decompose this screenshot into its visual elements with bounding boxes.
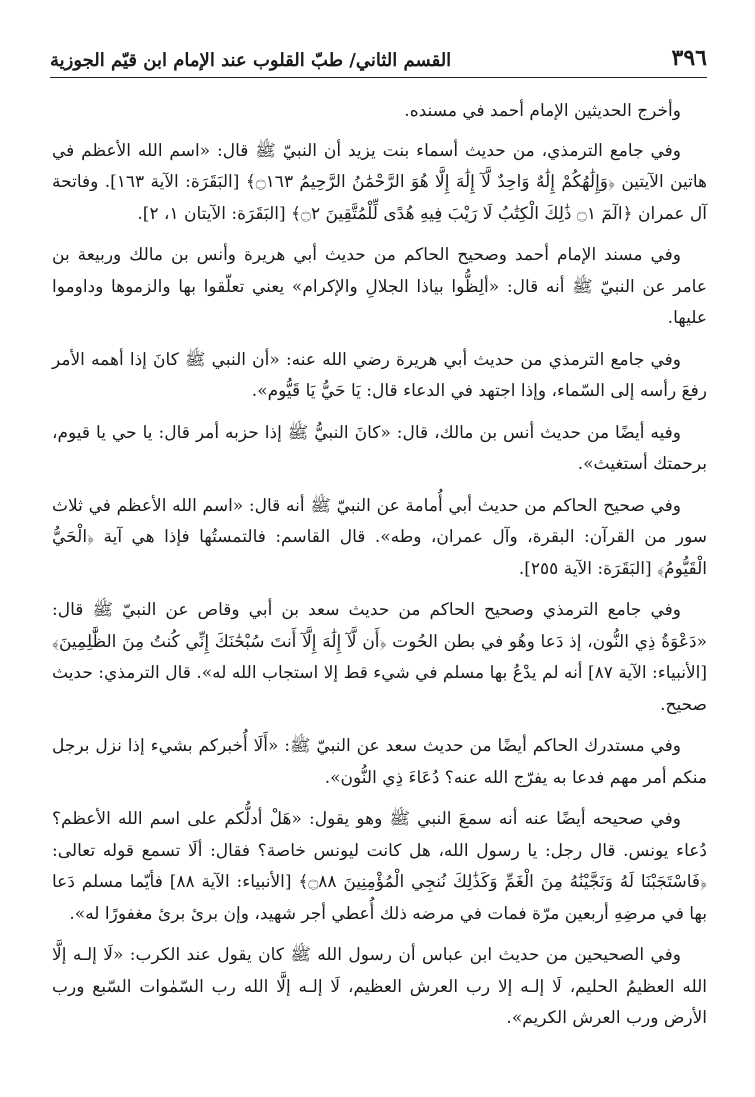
paragraph-10: وفي الصحيحين من حديث ابن عباس أن رسول الله ﷺ كان يقول عند الكرب: «لَا إلـه إلَّا الله العظيمُ الحليم، لَا إلـه إلا رب العرش العظيم، لَا إلـه إلَّا الله رب السّمٰوات السّبع ورب الأرض ورب العرش الكريم».: [52, 945, 707, 1028]
paragraph-8: وفي مستدرك الحاكم أيضًا من حديث سعد عن النبيّ ﷺ: «أَلَا أُخبركم بشيء إذا نزل برجل منكم أمر مهم فدعا به يفرّج الله عنه؟ دُعَاءَ ذِي النُّون».: [52, 736, 707, 788]
page-number: ٣٩٦: [671, 45, 707, 71]
page-body: [52, 96, 707, 1045]
paragraph-4: وفي جامع الترمذي من حديث أبي هريرة رضي الله عنه: «أن النبي ﷺ كانَ إذا أهمه الأمر رفعَ رأسه إلى السّماء، وإذا اجتهد في الدعاء قال: يَا حَيُّ يَا قَيُّوم».: [52, 349, 707, 401]
paragraph-9: وفي صحيحه أيضًا عنه أنه سمعَ النبي ﷺ وهو يقول: «هَلْ أدلُّكم على اسم الله الأعظم؟ دُعاء يونس. قال رجل: يا رسول الله، هل كانت ليونس خاصة؟ فقال: ألَا تسمع قوله تعالى: ﴿فَاسْتَجَبْنَا لَهُ وَنَجَّيْنَٰهُ مِنَ الْغَمِّ وَكَذَٰلِكَ نُنجِي الْمُؤْمِنِينَ ۝٨٨﴾ [الأنبياء: الآية ٨٨] فأيّما مسلم دَعا بها في مرضِهِ أربعين مرّة فمات في مرضه ذلك أُعطي أجر شهيد، وإن برئ برئ مغفورًا له».: [52, 809, 707, 924]
paragraph-3: وفي مسند الإمام أحمد وصحيح الحاكم من حديث أبي هريرة وأنس بن مالك وربيعة بن عامر عن النبيّ ﷺ أنه قال: «ألِظُّوا بياذا الجلالِ والإكرام» يعني تعلّقوا بها والزموها وداوموا عليها.: [52, 245, 707, 328]
paragraph-1: وأخرج الحديثين الإمام أحمد في مسنده.: [404, 101, 681, 121]
paragraph-6: وفي صحيح الحاكم من حديث أبي أُمامة عن النبيّ ﷺ أنه قال: «اسم الله الأعظم في ثلاث سور من القرآن: البقرة، وآل عمران، وطه». قال القاسم: فالتمستُها فإذا هي آية ﴿الْحَيُّ الْقَيُّومُ﴾ [البَقَرَة: الآية ٢٥٥].: [52, 495, 707, 579]
running-title: القسم الثاني/ طبّ القلوب عند الإمام ابن قيّم الجوزية: [50, 50, 452, 71]
page-header: [50, 44, 707, 78]
paragraph-7: وفي جامع الترمذي وصحيح الحاكم من حديث سعد بن أبي وقاص عن النبيّ ﷺ قال: «دَعْوَةُ ذِي النُّون، إذ دَعا وهُو في بطن الحُوت ﴿أَن لَّآ إِلَٰهَ إِلَّآ أَنتَ سُبْحَٰنَكَ إِنِّي كُنتُ مِنَ الظَّٰلِمِينَ﴾ [الأنبياء: الآية ٨٧] أنه لم يدْعُ بها مسلم في شيء قط إلا استجاب الله له». قال الترمذي: حديث صحيح.: [52, 600, 708, 715]
paragraph-2: وفي جامع الترمذي، من حديث أسماء بنت يزيد أن النبيّ ﷺ قال: «اسم الله الأعظم في هاتين الآيتين ﴿وَإِلَٰهُكُمْ إِلَٰهٌ وَاحِدٌ لَّآ إِلَٰهَ إِلَّا هُوَ الرَّحْمَٰنُ الرَّحِيمُ ۝١٦٣﴾ [البَقَرَة: الآية ١٦٣]. وفاتحة آل عمران ﴿الٓمٓ ۝١ ذَٰلِكَ الْكِتَٰبُ لَا رَيْبَ فِيهِ هُدًى لِّلْمُتَّقِينَ ۝٢﴾ [البَقَرَة: الآيتان ١، ٢].: [52, 140, 707, 224]
paragraph-5: وفيه أيضًا من حديث أنس بن مالك، قال: «كانَ النبيُّ ﷺ إذا حزبه أمر قال: يا حي يا قيوم، برحمتك أستغيث».: [52, 422, 707, 474]
